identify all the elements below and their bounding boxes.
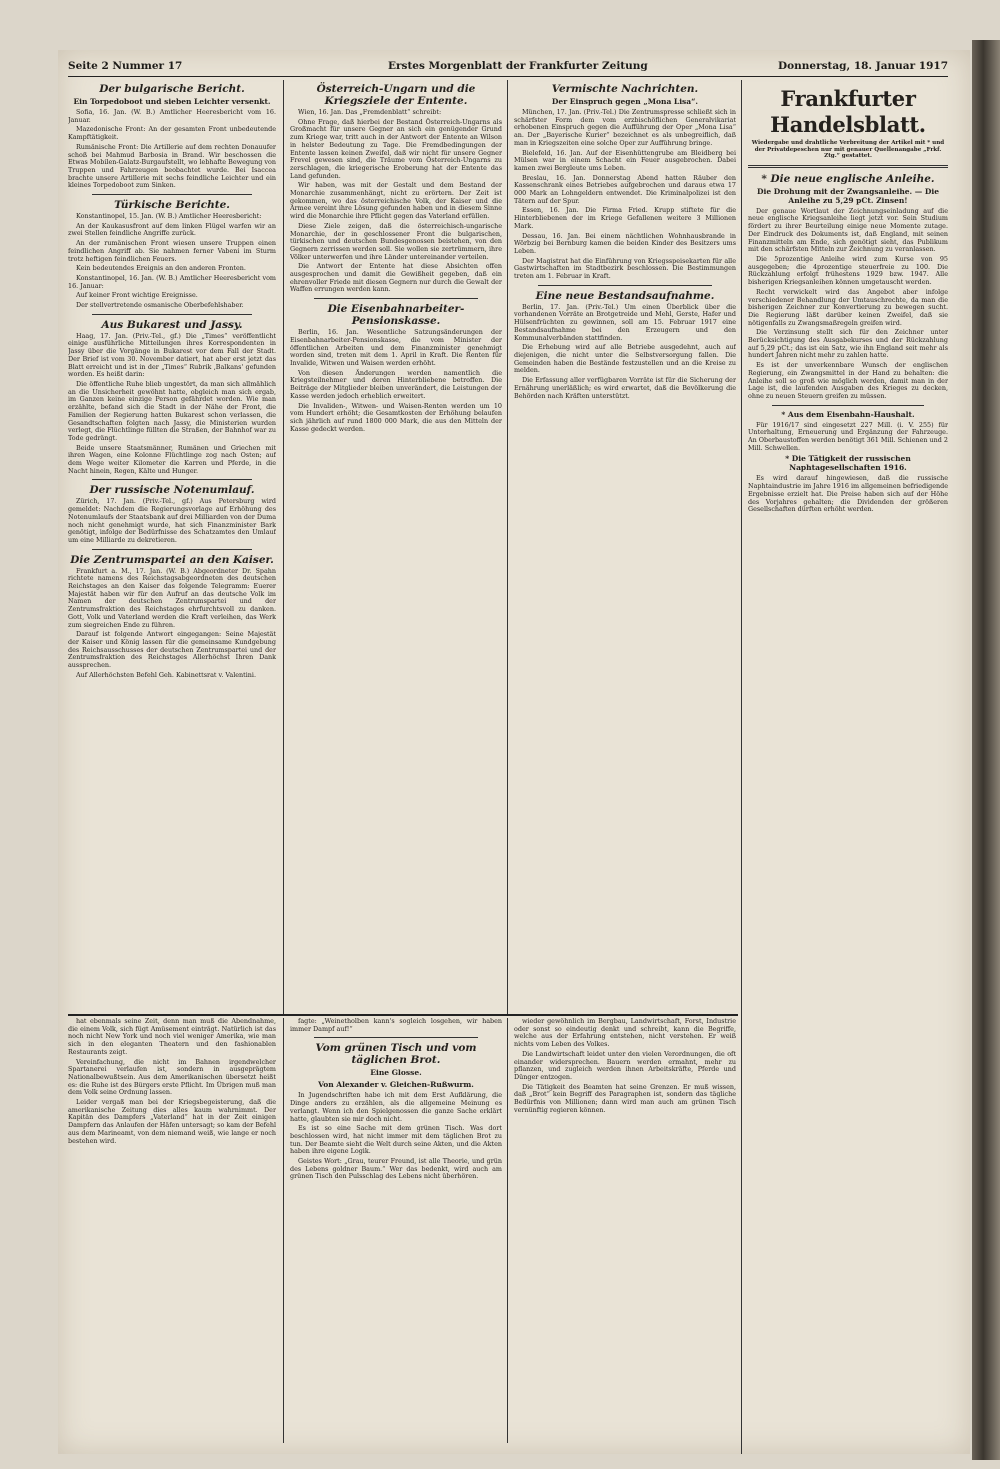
article-subheadline: Die Drohung mit der Zwangsanleihe. — Die Anleihe zu 5,29 pCt. Zinsen! [756,186,940,205]
double-rule [748,165,948,168]
divider [92,314,252,315]
paragraph: Der stellvertretende osmanische Oberbefehlshaber. [76,301,244,310]
article-headline: Eine neue Bestandsaufnahme. [535,289,715,302]
paragraph: fagte: „Weinetholben kann's sogleich losgehen, wir haben immer Dampf auf!“ [290,1018,502,1033]
paragraph: Ohne Frage, daß hierbei der Bestand Österreich-Ungarns als Großmacht für unsere Gegner an sich ein genügender Grund zum Kriege war, tritt auch in der Antwort der Entente an Wilson in helster Bedeutung zu Tage. Die Fremdbedingungen der Entente lassen keinen Zweifel, daß wir nicht für unsere Gegner Frevel gewesen sind, die Träume vom Österreich-Ungarns zu zerschlagen, die kriegerische Eroberung hat der Entente das Land gefunden. [290,117,502,180]
paragraph: Die 5prozentige Anleihe wird zum Kurse von 95 ausgegeben; die 4prozentige steuerfreie zu 100. Die Rückzahlung erfolgt frühestens 1929 bzw. 1947. Alle bisherigen Kriegsanleihen können umgetauscht werden. [748,255,948,287]
column-rule [283,80,284,1014]
article-subheadline: Ein Torpedoboot und sieben Leichter versenkt. [73,97,271,106]
article-headline: Vermischte Nachrichten. [551,83,699,95]
article-headline: Die Eisenbahnarbeiter-Pensionskasse. [327,303,465,328]
article-headline: Der bulgarische Bericht. [99,83,245,95]
paragraph: Rumänische Front: Die Artillerie auf dem rechten Donauufer schoß bei Mahmud Barbosia in Brand. Wir beschossen die Etwas Mobilen-Galatz-Burgaufstellt, wo lebhafte Bewegung von Truppen und Fahrzeugen beobachtet wurde. Bei Isaccea brachte unsere Artillerie mit sechs feindliche Leichter und ein kleines Torpedoboot zum Sinken. [68,142,276,190]
section-title: Frankfurter Handelsblatt. [770,86,926,137]
divider [92,479,252,480]
feuilleton-column-1 [68,1018,276,1443]
paragraph: Die Invaliden-, Witwen- und Waisen-Renten werden um 10 vom Hundert erhöht; die Gesamtkosten der Erhöhung belaufen sich jährlich auf rund 1800 000 Mark, die aus den Mitteln der Kasse gedeckt werden. [290,401,502,433]
paragraph: wieder gewöhnlich im Bergbau, Landwirtschaft, Forst, Industrie oder sonst so eindeutig denkt und schreibt, kann die Begriffe, welche aus der Erfahrung entstehen, nicht verstehen. Er weiß nichts vom Leben des Volkes. [514,1018,736,1049]
article-headline: Die Zentrumspartei an den Kaiser. [70,553,274,566]
article-subheadline: Der Einspruch gegen „Mona Lisa“. [551,97,699,106]
paragraph: Die Erfassung aller verfügbaren Vorräte ist für die Sicherung der Ernährung unerläßlich; es wird erwartet, daß die Bevölkerung die Behörden nach Kräften unterstützt. [514,376,736,400]
article-headline: Österreich-Ungarn und die Kriegsziele der Entente. [316,83,476,107]
paragraph: Auf Allerhöchsten Befehl Geh. Kabinettsrat v. Valentini. [76,670,256,679]
paragraph: Die Antwort der Entente hat diese Absichten offen ausgesprochen und damit die Gewißheit gegeben, daß ein ehrenvoller Friede mit diesen Gegnern nur durch die Gewalt der Waffen errungen werden kann. [290,262,502,294]
paragraph: Diese Ziele zeigen, daß die österreichisch-ungarische Monarchie, der in geschlossener Front die bulgarischen, türkischen und deutschen Bundesgenossen beistehen, von den Gegnern zerrissen werden soll. Sie wollen sie zertrümmern, ihre Völker unterwerfen und ihre Länder untereinander verteilen. [290,221,502,261]
newspaper-name: Erstes Morgenblatt der Frankfurter Zeitung [388,60,648,72]
paragraph: An der rumänischen Front wiesen unsere Truppen einen feindlichen Angriff ab. Sie nahmen ferner Vabeni im Sturm trotz heftigen feindlichen Feuers. [68,239,276,263]
paragraph: Berlin, 16. Jan. Wesentliche Satzungsänderungen der Eisenbahnarbeiter-Pensionskasse, die vom Minister der öffentlichen Arbeiten und dem Finanzminister genehmigt worden sind, treten mit dem 1. April in Kraft. Die Renten für Invalide, Witwen und Waisen werden erhöht. [290,328,502,367]
paragraph: Zürich, 17. Jan. (Priv.-Tel., gf.) Aus Petersburg wird gemeldet: Nachdem die Regierungsvorlage auf Erhöhung des Notenumlaufs der Staatsbank auf drei Milliarden von der Duma noch nicht genehmigt wurde, hat sich Finanzminister Bark genötigt, infolge der Bedürfnisse des Schatzamtes den Umlauf um eine Milliarde zu dekretieren. [68,497,276,544]
feuilleton-headline: Vom grünen Tisch und vom täglichen Brot. [315,1042,477,1067]
paragraph: An der Kaukasusfront auf dem linken Flügel warfen wir an zwei Stellen feindliche Angriffe zurück. [68,221,276,238]
paragraph: Frankfurt a. M., 17. Jan. (W. B.) Abgeordneter Dr. Spahn richtete namens des Reichstagsabgeordneten des deutschen Reichstages an den Kaiser das folgende Telegramm: Euerer Majestät haben wir für den Aufruf an das deutsche Volk im Namen der deutschen Zentrumspartei und der Zentrumsfraktion des Reichstages ehrfurchtsvoll zu danken. Gott, Volk und Vaterland werden die Kraft verleihen, das Werk zum siegreichen Ende zu führen. [68,566,276,629]
divider [92,549,252,550]
paragraph: Es wird darauf hingewiesen, daß die russische Naphtaindustrie im Jahre 1916 im allgemeinen befriedigende Ergebnisse erzielt hat. Die Preise haben sich auf der Höhe des Vorjahres gehalten; die Dividenden der größeren Gesellschaften dürften erhöht werden. [748,474,948,514]
paragraph: Die öffentliche Ruhe blieb ungestört, da man sich allmählich an die Unsicherheit gewöhnt hatte, obgleich man sich ergab, im Ganzen keine einzige Person gefährdet worden. Wie man erzählte, befand sich die Stadt in der Nähe der Front, die Familien der Regierung hatten Bukarest schon verlassen, die Gesandtschaften folgten nach Jassy, die Ministerien wurden verlegt, die Flüchtlinge füllten die Straßen, der Bahnhof war zu Tode gedrängt. [68,379,276,442]
paragraph: Wien, 16. Jan. Das „Fremdenblatt“ schreibt: [298,108,442,116]
paragraph: Konstantinopel, 15. Jan. (W. B.) Amtlicher Heeresbericht: [76,212,262,221]
paragraph: Darauf ist folgende Antwort eingegangen: Seine Majestät der Kaiser und König lassen für die gemeinsame Kundgebung des Reichsausschusses der deutschen Zentrumspartei und der Zentrumsfraktion des Reichstages Allerhöchst Ihren Dank aussprechen. [68,630,276,670]
paragraph: Die Verzinsung stellt sich für den Zeichner unter Berücksichtigung des Ausgabekurses und der Rückzahlung auf 5,29 pCt.; das ist ein Satz, wie ihn England seit mehr als hundert Jahren nicht mehr zu zahlen hatte. [748,328,948,360]
paragraph: Leider vergaß man bei der Kriegsbegeisterung, daß die amerikanische Zeitung dies alles kaum wahrnimmt. Der Kapitän des Dampfers „Vaterland“ hat in der Zeit einigen Dampfern das Anlaufen der Häfen untersagt; so kam der Befehl aus dem Marineamt, von dem niemand weiß, wie lange er noch bestehen wird. [68,1098,276,1145]
divider [314,1037,478,1038]
paragraph: Es ist so eine Sache mit dem grünen Tisch. Was dort beschlossen wird, hat nicht immer mit dem täglichen Brot zu tun. Der Beamte sieht die Welt durch seine Akten, und die Akten haben ihre eigene Logik. [290,1124,502,1156]
masthead [68,58,948,77]
article-headline: Türkische Berichte. [114,199,230,212]
paragraph: Geistes Wort: „Grau, teurer Freund, ist alle Theorie, und grün des Lebens goldner Baum.“ Wer das bedenkt, wird auch am grünen Tisch den Pulsschlag des Lebens nicht überhören. [290,1157,502,1181]
paragraph: Haag, 17. Jan. (Priv.-Tel., gf.) Die „Times“ veröffentlicht einige ausführliche Mitteilungen ihres Korrespondenten in Jassy über die Vorgänge in Bukarest vor dem Fall der Stadt. Der Brief ist vom 30. November datiert, hat aber erst jetzt das Blatt erreicht und ist in der „Times“ Rubrik ,Balkans' gefunden worden. Es heißt darin: [68,331,276,379]
paragraph: Es ist der unverkennbare Wunsch der englischen Regierung, ein Zwangsmittel in der Hand zu behalten: die Anleihe soll so groß wie möglich werden, damit man in der Lage ist, die laufenden Ausgaben des Krieges zu decken, ohne zu neuen Steuern greifen zu müssen. [748,361,948,400]
column-rule [741,80,742,1454]
paragraph: Recht verwickelt wird das Angebot aber infolge verschiedener Behandlung der Umtauschrechte, da man die bisherigen Zeichner zur Konvertierung zu bewegen sucht. Die Regierung läßt darüber keinen Zweifel, daß sie nötigenfalls zu Zwangsmaßregeln greifen wird. [748,287,948,327]
binding-edge [972,40,1000,1460]
paragraph: Wir haben, was mit der Gestalt und dem Bestand der Monarchie zusammenhängt, nicht zu erörtern. Der Zeit ist gekommen, wo das österreichische Volk, der Kaiser und die Armee vereint ihre Lösung gefunden haben und in diesem Sinne wird die Monarchie ihre Pflicht gegen das Vaterland erfüllen. [290,181,502,221]
paragraph: Die Landwirtschaft leidet unter den vielen Verordnungen, die oft einander widersprechen. Bauern werden ermahnt, mehr zu pflanzen, und zugleich werden ihnen Arbeitskräfte, Pferde und Dünger entzogen. [514,1049,736,1081]
issue-date: Donnerstag, 18. Januar 1917 [778,60,948,72]
column-3 [514,80,736,1010]
column-rule [507,1018,508,1443]
feuilleton-column-2 [290,1018,502,1443]
paragraph: Kein bedeutendes Ereignis an den anderen Fronten. [76,264,246,273]
page-number: Seite 2 Nummer 17 [68,60,183,72]
paragraph: Von diesen Änderungen werden namentlich die Kriegsteilnehmer und deren Hinterbliebene betroffen. Die Beiträge der Mitglieder bleiben unverändert, die Leistungen der Kasse werden jedoch erheblich erweitert. [290,368,502,400]
paragraph: Sofia, 16. Jan. (W. B.) Amtlicher Heeresbericht vom 16. Januar. [68,108,276,124]
article-headline: * Die neue englische Anleihe. [761,172,935,185]
paragraph: Der genaue Wortlaut der Zeichnungseinladung auf die neue englische Kriegsanleihe liegt jetzt vor. Sein Studium fördert zu ihrer Beurteilung einige neue Momente zutage. Der Eindruck des Dokuments ist, daß England, mit seinen Finanzmitteln am Ende, sich genötigt sieht, das Publikum mit den schärfsten Mitteln zur Zeichnung zu veranlassen. [748,206,948,254]
divider [772,405,924,406]
article-headline: Aus Bukarest und Jassy. [101,318,243,331]
divider [314,298,478,299]
handelsblatt-column [748,80,948,1450]
paragraph: Mazedonische Front: An der gesamten Front unbedeutende Kampftätigkeit. [68,125,276,142]
feuilleton-rule [68,1014,738,1016]
article-headline: Der russische Notenumlauf. [89,484,255,497]
paragraph: München, 17. Jan. (Priv.-Tel.) Die Zentrumspresse schließt sich in schärfster Form dem vom erzbischöflichen Generalvikariat erhobenen Einspruch gegen die Aufführung der Oper „Mona Lisa“ an. Der „Bayerische Kurier“ bezeichnet es als unbegreiflich, daß man in Kriegszeiten eine solche Oper zur Aufführung bringe. [514,108,736,147]
paragraph: In Jugendschriften habe ich mit dem Erst Aufklärung, die Dinge anders zu erzählen, als die allgemeine Meinung es verlangt. Wenn ich den Spielgenossen die ganze Sache erklärt hatte, glaubten sie mir doch nicht. [290,1091,502,1123]
paragraph: Konstantinopel, 16. Jan. (W. B.) Amtlicher Heeresbericht vom 16. Januar: [68,273,276,290]
section-notice: Wiedergabe und drahtliche Verbreitung der Artikel mit * und der Privatdepeschen nur mit genauer Quellenangabe „Frkf. Ztg.“ gestattet. [751,140,945,160]
paragraph: Dessau, 16. Jan. Bei einem nächtlichen Wohnhausbrande in Wörbzig bei Bernburg kamen die beiden Kinder des Besitzers ums Leben. [514,231,736,255]
column-2 [290,80,502,1010]
paragraph: Die Erhebung wird auf alle Betriebe ausgedehnt, auch auf diejenigen, die nicht unter die Selbstversorgung fallen. Die Gemeinden haben die Bestände festzustellen und an die Kreise zu melden. [514,343,736,375]
paragraph: Die Tätigkeit des Beamten hat seine Grenzen. Er muß wissen, daß „Brot“ kein Begriff des Paragraphen ist, sondern das tägliche Bedürfnis von Millionen; dann wird man auch am grünen Tisch vernünftig regieren können. [514,1082,736,1114]
divider [92,194,252,195]
feuilleton-column-3 [514,1018,736,1443]
paragraph: Der Magistrat hat die Einführung von Kriegsspeisekarten für alle Gastwirtschaften im Stadtbezirk beschlossen. Die Bestimmungen treten am 1. Februar in Kraft. [514,256,736,281]
paragraph: Vereinfachung, die nicht im Bahnen irgendwelcher Spartanerei verlaufen ist, sondern in ausgeprägtem Nationalbewußtsein. Aus dem Amerikanischen übersetzt heißt es: die Ruhe ist des Bürgers erste Pflicht. Im Übrigen muß man dem Volk seine Ordnung lassen. [68,1057,276,1097]
divider [538,285,712,286]
article-headline: * Die Tätigkeit der russischen Naphtagesellschaften 1916. [785,454,911,473]
column-rule [507,80,508,1014]
paragraph: Breslau, 16. Jan. Donnerstag Abend hatten Räuber den Kassenschrank eines Betriebes aufgebrochen und daraus etwa 17 000 Mark an Lohngeldern entwendet. Die Kriminalpolizei ist den Tätern auf der Spur. [514,173,736,205]
feuilleton-author: Von Alexander v. Gleichen-Rußwurm. [318,1080,474,1090]
paragraph: Berlin, 17. Jan. (Priv.-Tel.) Um einen Überblick über die vorhandenen Vorräte an Brotgetreide und Mehl, Gerste, Hafer und Hülsenfrüchten zu gewinnen, soll am 15. Februar 1917 eine Bestandsaufnahme bei den Erzeugern und den Kommunalverbänden stattfinden. [514,302,736,342]
paragraph: hat ebenmals seine Zeit, denn man muß die Abendnahme, die einem Volk, sich fügt Amüsement einträgt. Natürlich ist das noch nicht New York und noch viel weniger Amerika, wie man sich in den eleganten Theatern und den fashionablen Restaurants zeigt. [68,1018,276,1056]
article-headline: * Aus dem Eisenbahn-Haushalt. [781,409,915,419]
paragraph: Bielefeld, 16. Jan. Auf der Eisenhüttengrube am Bleidberg bei Mülsen war in einem Schacht ein Feuer ausgebrochen. Dabei kamen zwei Bergleute ums Leben. [514,148,736,172]
column-rule [283,1018,284,1443]
paragraph: Auf keiner Front wichtige Ereignisse. [76,291,198,300]
paragraph: Essen, 16. Jan. Die Firma Fried. Krupp stiftete für die Hinterbliebenen der im Kriege Gefallenen weitere 3 Millionen Mark. [514,206,736,230]
feuilleton-genre: Eine Glosse. [370,1068,422,1078]
paragraph: Beide unsere Staatsmänner, Rumänen und Griechen mit ihren Wagen, eine Kolonne Flüchtlinge zog nach Osten; auf dem Wege weiter Kilometer die Karren und Pferde, in die Nacht hinein, Regen, Kälte und Hunger. [68,443,276,475]
paragraph: Für 1916/17 sind eingesetzt 227 Mill. (i. V. 255) für Unterhaltung, Erneuerung und Ergänzung der Fahrzeuge. An Oberbaustoffen werden benötigt 361 Mill. Schienen und 2 Mill. Schwellen. [748,420,948,452]
column-1 [68,80,276,1010]
